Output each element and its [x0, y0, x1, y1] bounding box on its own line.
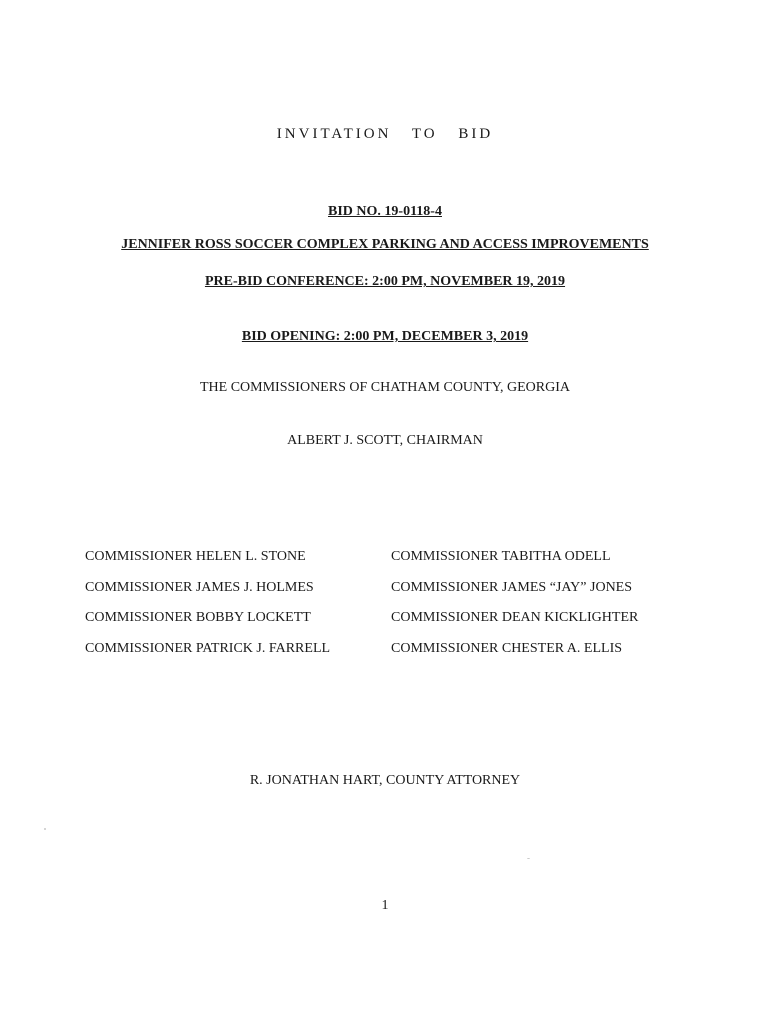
commissioner-name: COMMISSIONER TABITHA ODELL	[391, 549, 611, 564]
commissioner-name: COMMISSIONER PATRICK J. FARRELL	[85, 640, 331, 656]
commissioner-name: COMMISSIONER JAMES “JAY” JONES	[391, 579, 633, 595]
bid-number-line	[0, 202, 770, 220]
commissioner-row	[85, 549, 685, 580]
commissioner-name: COMMISSIONER HELEN L. STONE	[85, 549, 306, 564]
document-title: INVITATION TO BID	[276, 126, 494, 142]
pre-bid-conference-line	[0, 272, 770, 290]
bid-opening-line	[0, 327, 770, 345]
scan-speck	[527, 858, 530, 859]
page-number: 1	[381, 898, 389, 913]
commissioner-row	[85, 610, 685, 641]
pre-bid-conference: PRE-BID CONFERENCE: 2:00 PM, NOVEMBER 19, 2019	[204, 274, 566, 289]
bid-opening: BID OPENING: 2:00 PM, DECEMBER 3, 2019	[241, 329, 529, 344]
commissioner-row	[85, 641, 685, 672]
commissioner-name: COMMISSIONER JAMES J. HOLMES	[85, 579, 314, 595]
commissioner-row	[85, 580, 685, 611]
bid-number: BID NO. 19-0118-4	[328, 204, 442, 219]
project-name-line	[0, 237, 770, 253]
project-name: JENNIFER ROSS SOCCER COMPLEX PARKING AND ACCESS IMPROVEMENTS	[121, 237, 649, 252]
commissioner-name: COMMISSIONER BOBBY LOCKETT	[85, 610, 311, 625]
commissioner-name: COMMISSIONER DEAN KICKLIGHTER	[391, 610, 639, 625]
county-attorney-line: R. JONATHAN HART, COUNTY ATTORNEY	[249, 773, 521, 788]
scan-speck	[44, 828, 46, 830]
commissioner-list	[85, 549, 685, 671]
commissioner-name: COMMISSIONER CHESTER A. ELLIS	[391, 640, 623, 656]
chairman-line: ALBERT J. SCOTT, CHAIRMAN	[287, 433, 483, 448]
commissioners-heading: THE COMMISSIONERS OF CHATHAM COUNTY, GEORGIA	[200, 380, 570, 395]
